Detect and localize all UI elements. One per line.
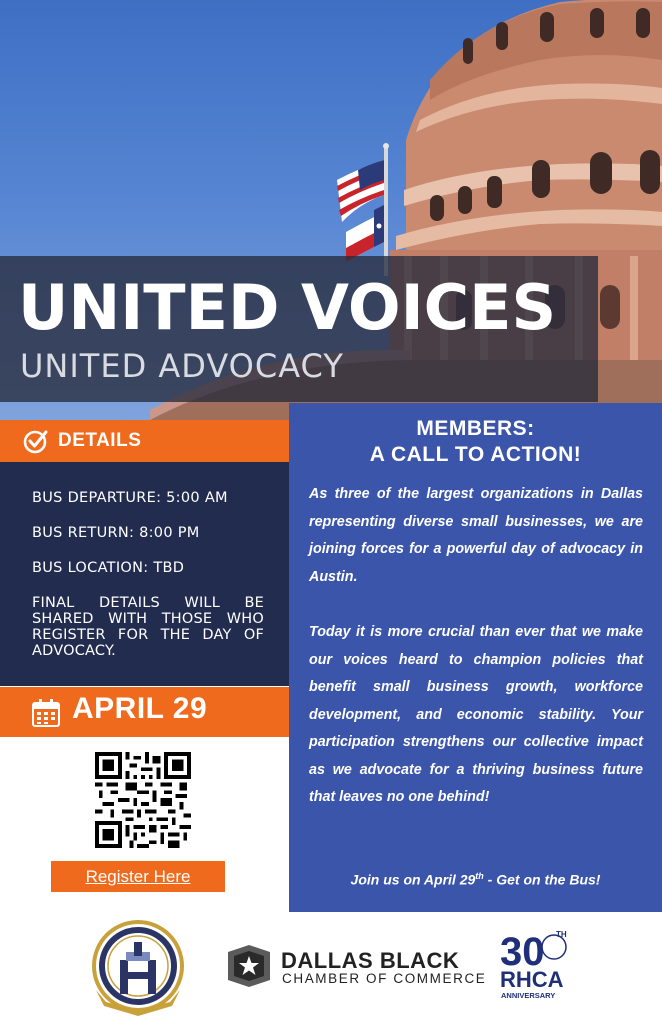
dbcc-emblem-icon	[224, 944, 274, 988]
svg-text:1939: 1939	[131, 1000, 145, 1006]
svg-text:30: 30	[500, 930, 545, 974]
details-note: FINAL DETAILS WILL BE SHARED WITH THOSE WHO REGISTER FOR THE DAY OF ADVOCACY.	[32, 595, 264, 659]
event-date: APRIL 29	[72, 692, 208, 725]
page-title: UNITED VOICES	[18, 271, 557, 344]
join-sup: th	[475, 871, 484, 881]
texas-flag-icon	[346, 205, 384, 262]
page-subtitle: UNITED ADVOCACY	[20, 347, 344, 385]
rhca-30th-anniversary-logo	[496, 927, 572, 1003]
check-circle-icon	[22, 427, 50, 455]
cta-heading-line1: MEMBERS:	[416, 417, 535, 440]
dbcc-subtitle: CHAMBER OF COMMERCE	[282, 971, 487, 986]
cta-paragraph-2: Today it is more crucial than ever that we make our voices heard to champion policies that benefit small business growth, workforce development, and economic stability. Your participation strengthens our collective impact as we advocate for a thriving business future that leaves no one behind!	[309, 624, 643, 805]
details-heading: DETAILS	[58, 430, 142, 451]
qr-code-icon[interactable]	[95, 752, 191, 848]
dbcc-name: DALLAS BLACK	[281, 948, 460, 973]
cta-heading-line2: A CALL TO ACTION!	[369, 443, 582, 466]
svg-text:TH: TH	[556, 930, 567, 939]
join-prefix: Join us on April 29	[350, 871, 476, 888]
hispanic-chamber-logo	[82, 920, 194, 1018]
cta-paragraph-1: As three of the largest organizations in Dallas representing diverse small businesses, we are joining forces for a powerful day of advocacy in Austin.	[309, 486, 643, 585]
calendar-icon	[31, 698, 61, 728]
svg-text:ANNIVERSARY: ANNIVERSARY	[501, 991, 556, 1000]
bus-return: BUS RETURN: 8:00 PM	[32, 525, 200, 541]
bus-location: BUS LOCATION: TBD	[32, 560, 185, 576]
join-suffix: - Get on the Bus!	[483, 871, 601, 888]
bus-departure: BUS DEPARTURE: 5:00 AM	[32, 490, 228, 506]
join-us-line	[289, 871, 662, 888]
register-button[interactable]: Register Here	[51, 861, 225, 892]
svg-text:RHCA: RHCA	[500, 967, 564, 992]
